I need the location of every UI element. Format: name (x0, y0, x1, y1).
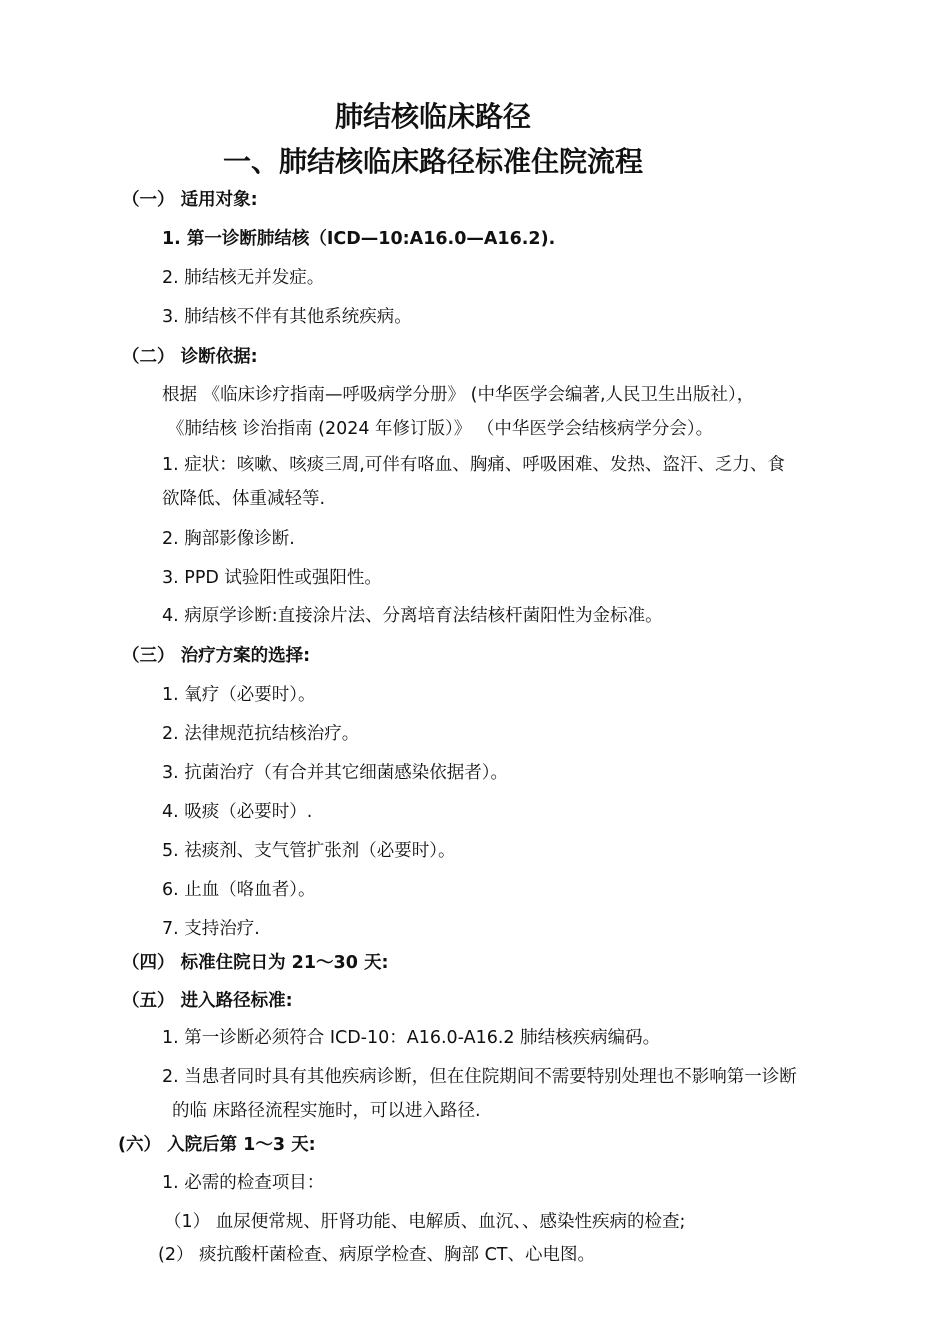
paragraph-line: 根据 《临床诊疗指南—呼吸病学分册》 (中华医学会编著,人民卫生出版社）， (162, 385, 755, 405)
section-header-2: （二） 诊断依据: (122, 347, 258, 367)
list-item-continuation: 的临 床路径流程实施时，可以进入路径. (172, 1101, 481, 1121)
list-item-continuation: 欲降低、体重减轻等. (162, 489, 326, 509)
list-item: 2. 当患者同时具有其他疾病诊断，但在住院期间不需要特别处理也不影响第一诊断 (162, 1067, 797, 1087)
section-heading: 一、肺结核临床路径标准住院流程 (222, 145, 643, 178)
list-item: 2. 法律规范抗结核治疗。 (162, 724, 360, 744)
list-item: 6. 止血（咯血者）。 (162, 880, 316, 900)
list-item: 3. 肺结核不伴有其他系统疾病。 (162, 307, 412, 327)
list-item: 1. 必需的检查项目： (162, 1173, 325, 1193)
list-item: 4. 病原学诊断:直接涂片法、分离培育法结核杆菌阳性为金标准。 (162, 606, 663, 626)
list-item: 1. 第一诊断肺结核（ICD—10:A16.0—A16.2). (162, 229, 556, 249)
section-header-6: (六） 入院后第 1～3 天: (118, 1135, 316, 1155)
section-header-1: （一） 适用对象: (122, 190, 258, 210)
list-item: 7. 支持治疗. (162, 919, 260, 939)
sub-list-item: （1） 血尿便常规、肝肾功能、电解质、血沉、、感染性疾病的检查; (164, 1212, 686, 1232)
sub-list-item: (2） 痰抗酸杆菌检查、病原学检查、胸部 CT、心电图。 (158, 1245, 595, 1265)
list-item: 1. 氧疗（必要时）。 (162, 685, 316, 705)
list-item: 3. 抗菌治疗（有合并其它细菌感染依据者）。 (162, 763, 509, 783)
list-item: 1. 症状：咳嗽、咳痰三周,可伴有咯血、胸痛、呼吸困难、发热、盗汗、乏力、食 (162, 455, 785, 475)
list-item: 4. 吸痰（必要时）. (162, 802, 313, 822)
section-header-4: （四） 标准住院日为 21～30 天: (122, 953, 389, 973)
section-header-3: （三） 治疗方案的选择: (122, 646, 311, 666)
list-item: 1. 第一诊断必须符合 ICD-10：A16.0-A16.2 肺结核疾病编码。 (162, 1028, 661, 1048)
list-item: 5. 祛痰剂、支气管扩张剂（必要时）。 (162, 841, 456, 861)
section-header-5: （五） 进入路径标准: (122, 991, 293, 1011)
paragraph-line: 《肺结核 诊治指南 (2024 年修订版）》 （中华医学会结核病学分会）。 (167, 419, 714, 439)
list-item: 3. PPD 试验阳性或强阳性。 (162, 568, 382, 588)
document-title: 肺结核临床路径 (334, 100, 531, 133)
list-item: 2. 肺结核无并发症。 (162, 268, 325, 288)
list-item: 2. 胸部影像诊断. (162, 529, 295, 549)
